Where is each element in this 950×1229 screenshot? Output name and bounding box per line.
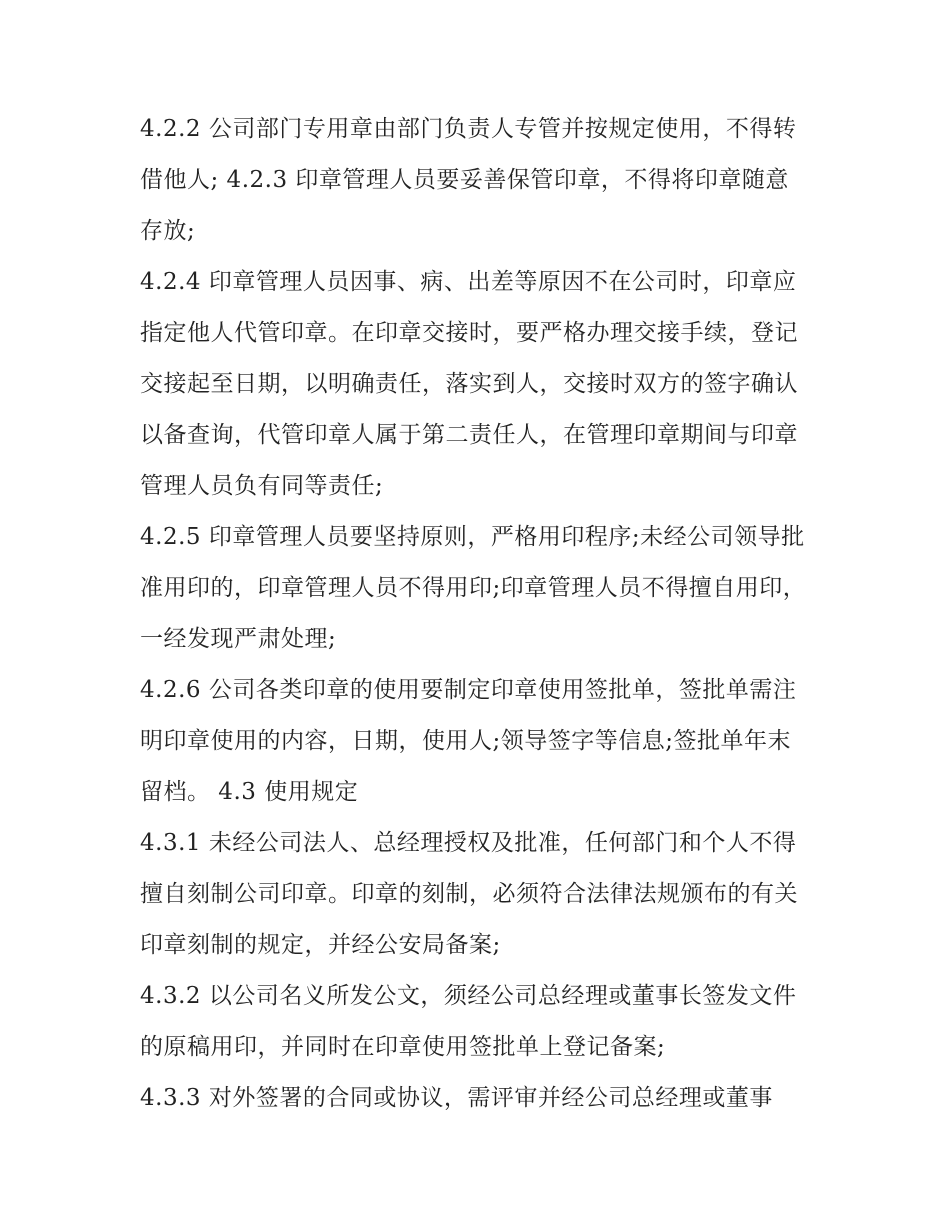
paragraph-4-3-2: 4.3.2 以公司名义所发公文，须经公司总经理或董事长签发文件的原稿用印，并同时在印章使用签批单上登记备案; [140, 983, 797, 1060]
document-body [140, 104, 812, 1124]
paragraph-4-2-4: 4.2.4 印章管理人员因事、病、出差等原因不在公司时，印章应指定他人代管印章。在印章交接时，要严格办理交接手续，登记交接起至日期，以明确责任，落实到人，交接时双方的签字确认以备查询，代管印章人属于第二责任人，在管理印章期间与印章管理人员负有同等责任; [140, 269, 798, 499]
paragraph-4-3-3: 4.3.3 对外签署的合同或协议，需评审并经公司总经理或董事 [140, 1085, 773, 1111]
paragraph-4-3-1: 4.3.1 未经公司法人、总经理授权及批准，任何部门和个人不得擅自刻制公司印章。印章的刻制，必须符合法律法规颁布的有关印章刻制的规定，并经公安局备案; [140, 830, 798, 958]
paragraph-4-2-2: 4.2.2 公司部门专用章由部门负责人专管并按规定使用，不得转借他人; 4.2.3 印章管理人员要妥善保管印章，不得将印章随意存放; [140, 116, 797, 244]
paragraph-4-2-5: 4.2.5 印章管理人员要坚持原则，严格用印程序;未经公司领导批准用印的，印章管理人员不得用印;印章管理人员不得擅自用印，一经发现严肃处理; [140, 524, 807, 652]
paragraph-4-2-6: 4.2.6 公司各类印章的使用要制定印章使用签批单，签批单需注明印章使用的内容，日期，使用人;领导签字等信息;签批单年末留档。 4.3 使用规定 [140, 677, 797, 805]
